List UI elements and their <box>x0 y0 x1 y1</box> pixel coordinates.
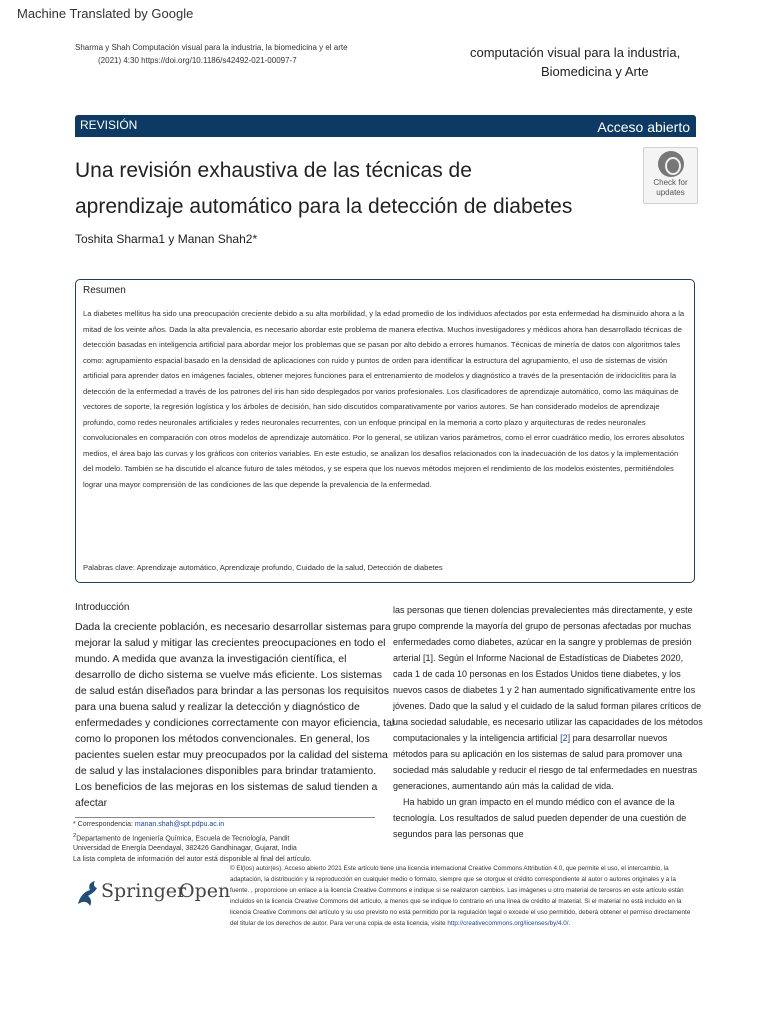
authors: Toshita Sharma1 y Manan Shah2* <box>75 232 258 246</box>
intro-column-1: Dada la creciente población, es necesario desarrollar sistemas para mejorar la salud y mitigar las crecientes preocupaciones en todo el mundo. A medida que avanza la investigación científica, el desarrollo de dicho sistema se vuelve más eficiente. Los sistemas de salud están diseñados para brindar a las personas los requisitos para una buena salud y realizar la detección y diagnóstico de enfermedades y condiciones correctamente con mayor eficiencia, tal como lo proponen los métodos convencionales. En general, los pacientes suelen estar muy preocupados por la calidad del sistema de salud y las instalaciones disponibles para brindar tratamiento. Los beneficios de las mejoras en los sistemas de salud tienden a afectar <box>75 621 395 809</box>
journal-line-1: computación visual para la industria, <box>470 45 681 60</box>
abstract-heading: Resumen <box>83 285 126 296</box>
affiliation-department: $^2$Departamento de Ingeniería Química, Escuela de Tecnología, Pandit <box>73 832 290 842</box>
check-updates-line-1: Check for <box>653 178 688 187</box>
article-title <box>75 153 635 225</box>
correspondence-label: * Correspondencia: <box>73 821 133 828</box>
journal-line-2: Biomedicina y Arte <box>541 64 649 79</box>
springer-wordmark: Springer <box>101 880 187 902</box>
license-url-link[interactable]: http://creativecommons.org/licenses/by/4.0/ <box>447 920 569 927</box>
affiliation-university: Universidad de Energía Deendayal, 382426 Gandhinagar, Gujarat, India <box>73 845 297 853</box>
footnote-divider <box>75 817 375 818</box>
abstract-text: La diabetes mellitus ha sido una preocupación creciente debido a su alta morbilidad, y la edad promedio de los individuos afectados por esta enfermedad ha disminuido ahora a la mitad de los veinte años. Dada la alta prevalencia, es necesario abordar este problema de manera efectiva. Muchos investigadores y médicos ahora han desarrollado técnicas de detección basadas en inteligencia artificial para abordar mejor los problemas que se pasan por alto debido a errores humanos. Técnicas de minería de datos con algoritmos tales como: agrupamiento espacial basado en la densidad de aplicaciones con ruido y puntos de orden para identificar la estructura del agrupamiento, el uso de sistemas de visión artificial para aprender datos en imágenes faciales, obtener mejores funciones para el entrenamiento de modelos y diagnóstico a través de la presentación de iridociclitis para la detección de la enfermedad a través de los patrones del iris han sido desplegados por varios profesionales. Los clasificadores de aprendizaje automático, como las máquinas de vectores de soporte, la regresión logística y los árboles de decisión, han sido discutidos comparativamente por varios autores. Se han considerado modelos de aprendizaje profundo, como redes neuronales artificiales y redes neuronales recurrentes, con un enfoque principal en la memoria a corto plazo y arquitecturas de redes neuronales convolucionales en comparación con otros modelos de aprendizaje automático. Por lo general, se utilizan varios parámetros, como el error cuadrático medio, los errores absolutos medios, el área bajo las curvas y los gráficos con criterios variables. En este estudio, se analizan los desafíos relacionados con la inadecuación de los datos y la implementación del modelo. También se ha discutido el alcance futuro de tales métodos, y se espera que los nuevos métodos mejoren el rendimiento de los modelos existentes, permitiéndoles lograr una mayor comprensión de las condiciones de las que depende la prevalencia de la enfermedad. <box>83 309 685 489</box>
article-type-banner <box>75 115 696 137</box>
intro-column-2-paragraph-2: Ha habido un gran impacto en el mundo médico con el avance de la tecnología. Los resultados de salud pueden depender de una cuestión de segundos para las personas que <box>393 797 687 839</box>
abstract-box <box>75 279 695 583</box>
open-wordmark: Open <box>179 880 231 902</box>
intro-column-2 <box>393 602 703 842</box>
citation-line-1: Sharma y Shah Computación visual para la industria, la biomedicina y el arte <box>75 43 348 52</box>
author-info-note: La lista completa de información del autor está disponible al final del artículo. <box>73 855 312 863</box>
license-text <box>230 863 696 929</box>
intro-column-2-text-b: para desarrollar nuevos métodos para su aplicación en los sistemas de salud para promover una sociedad más saludable y reducir el riesgo de tal enfermedades en nuestras generaciones, aumentando aún más la calidad de vida. <box>393 733 698 791</box>
machine-translated-label: Machine Translated by Google <box>17 6 194 21</box>
check-updates-icon <box>658 151 684 177</box>
correspondence-email-link[interactable]: manan.shah@spt.pdpu.ac.in <box>134 821 225 828</box>
introduction-heading: Introducción <box>75 602 130 613</box>
check-for-updates-button[interactable] <box>643 147 698 204</box>
citation <box>75 41 348 67</box>
keywords: Palabras clave: Aprendizaje automático, Aprendizaje profundo, Cuidado de la salud, Detección de diabetes <box>83 563 443 572</box>
title-line-1: Una revisión exhaustiva de las técnicas de <box>75 159 472 182</box>
intro-column-2-text-a: las personas que tienen dolencias prevalecientes más directamente, y este grupo comprende la mayoría del grupo de personas afectadas por muchas enfermedades como diabetes, azúcar en la sangre y problemas de presión arterial [1]. Según el Informe Nacional de Estadísticas de Diabetes 2020, cada 1 de cada 10 personas en los Estados Unidos tiene diabetes, y los nuevos casos de diabetes 1 y 2 han aumentado significativamente entre los jóvenes. Dado que la salud y el cuidado de la salud forman pilares críticos de una sociedad saludable, es necesario utilizar las capacidades de los métodos computacionales y la inteligencia artificial <box>393 605 703 743</box>
title-line-2: aprendizaje automático para la detección de diabetes <box>75 195 573 218</box>
article-type: REVISIÓN <box>80 118 138 132</box>
correspondence <box>73 820 373 831</box>
department-text: Departamento de Ingeniería Química, Escuela de Tecnología, Pandit <box>76 834 290 842</box>
footnotes <box>73 820 373 865</box>
open-access-label: Acceso abierto <box>597 119 690 135</box>
springer-horse-icon <box>74 878 100 908</box>
springer-open-logo <box>74 878 231 910</box>
reference-link-2[interactable]: [2] <box>560 733 571 743</box>
check-updates-line-2: updates <box>656 188 685 197</box>
journal-name <box>470 43 700 81</box>
license-end: . <box>568 920 571 927</box>
license-body: © El(los) autor(es). Acceso abierto 2021 Este artículo tiene una licencia internacional Creative Commons Attribution 4.0, que permite el uso, el intercambio, la adaptación, la distribución y la reproducción en cualquier medio o formato, siempre que se otorgue el crédito correspondiente al autor o autores originales y a la fuente. , proporcione un enlace a la licencia Creative Commons e indique si se realizaron cambios. Las imágenes u otro material de terceros en este artículo están incluidos en la licencia Creative Commons del artículo, a menos que se indique lo contrario en una línea de crédito al material. Si el material no está incluido en la licencia Creative Commons del artículo y su uso previsto no está permitido por la regulación legal o excede el uso permitido, deberá obtener el permiso directamente del titular de los derechos de autor. Para ver una copia de esta licencia, visite <box>230 865 691 927</box>
citation-line-2: (2021) 4:30 https://doi.org/10.1186/s42492-021-00097-7 <box>98 56 297 65</box>
